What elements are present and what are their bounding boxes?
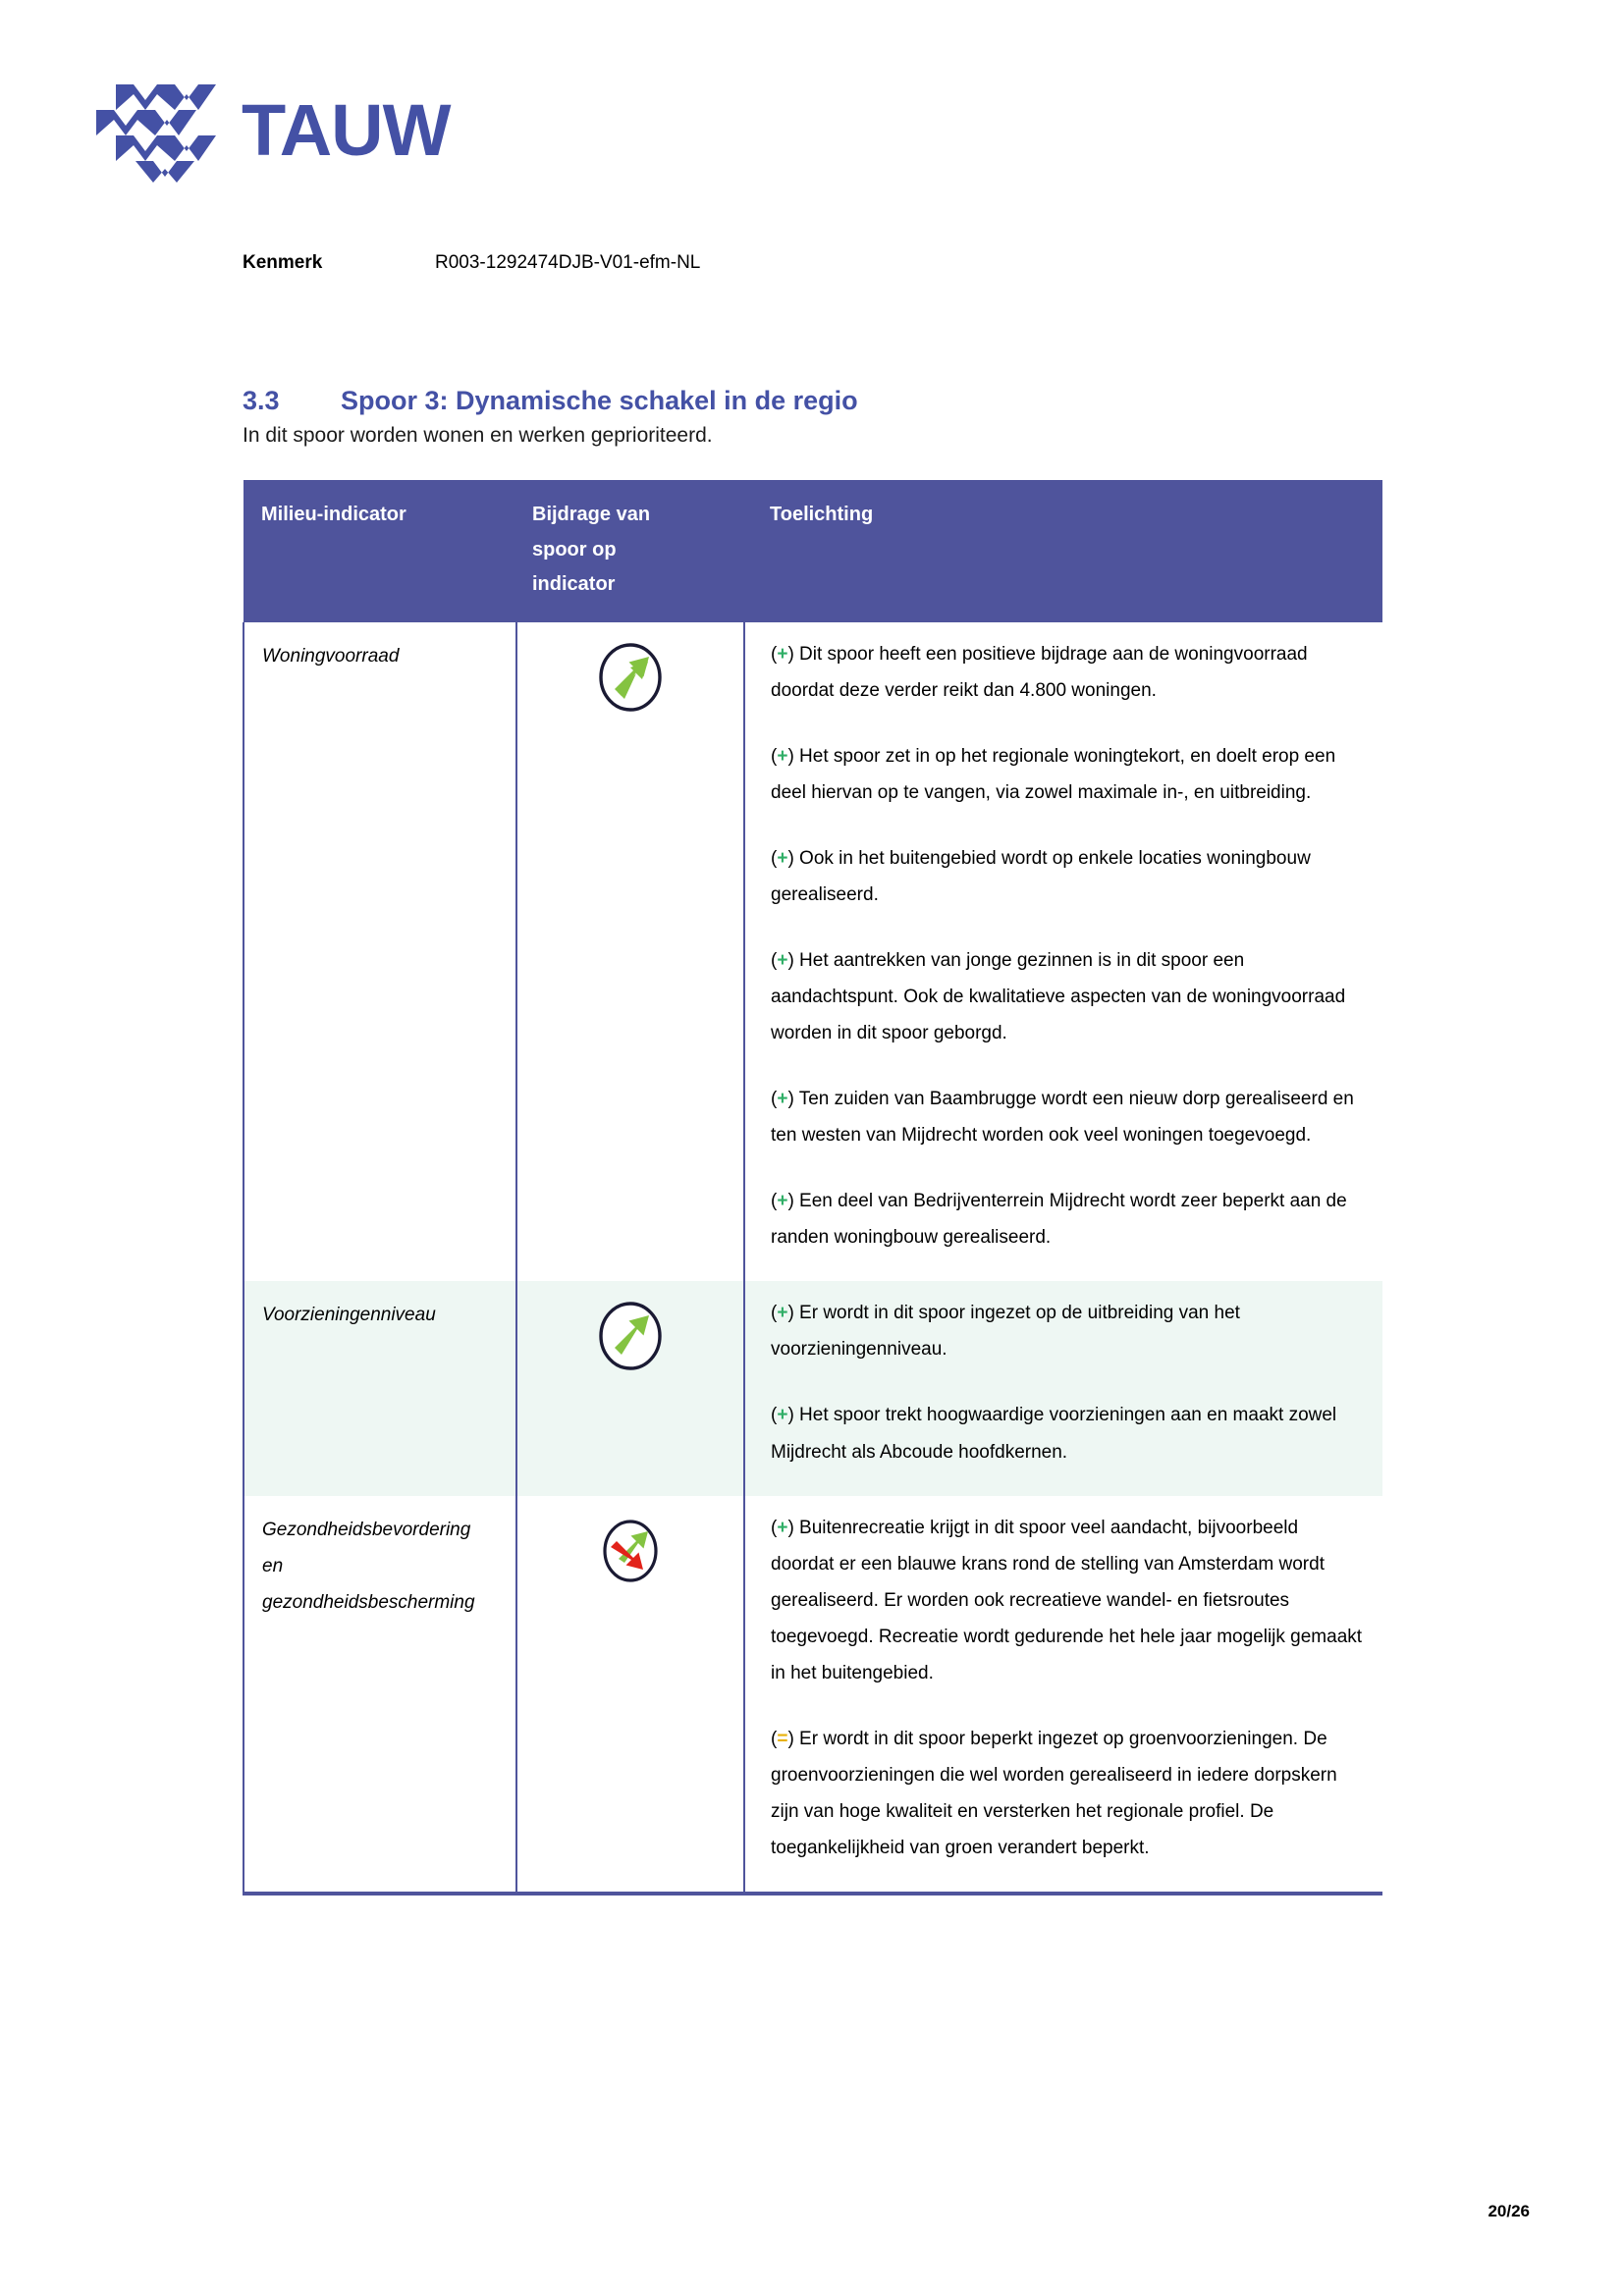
indicator-label: Woningvoorraad	[262, 645, 400, 667]
table-header	[244, 480, 1382, 622]
paragraph-text: Buitenrecreatie krijgt in dit spoor veel aandacht, bijvoorbeeld doordat er een blauwe krans rond de stelling van Amsterdam wordt gerealiseerd. Er worden ook recreatieve wandel- en fietsroutes toegevoegd. Recreatie wordt gedurende het hele jaar mogelijk gemaakt in het buitengebied.	[771, 1517, 1363, 1683]
explanation-paragraph	[771, 1721, 1365, 1866]
column-header-toelichting	[744, 480, 1382, 622]
table-row	[244, 1496, 1382, 1894]
explanation-paragraph	[771, 636, 1365, 709]
marker-neutral: (=)	[771, 1728, 794, 1749]
section-title: Spoor 3: Dynamische schakel in de regio	[341, 386, 858, 415]
indicator-label: gezondheidsbescherming	[262, 1591, 475, 1613]
explanation-paragraph	[771, 942, 1365, 1051]
paragraph-text: Ook in het buitengebied wordt op enkele locaties woningbouw gerealiseerd.	[771, 847, 1311, 906]
row-explanation-cell	[744, 1281, 1382, 1495]
row-indicator-cell	[244, 1496, 516, 1894]
table-header-row	[244, 480, 1382, 622]
column-header-milieu-indicator	[244, 480, 516, 622]
paragraph-text: Dit spoor heeft een positieve bijdrage aan de woningvoorraad doordat deze verder reikt dan 4.800 woningen.	[771, 643, 1308, 701]
table-row	[244, 622, 1382, 1282]
green-up-arrow-circle-icon	[593, 640, 668, 715]
page-number: 20/26	[1488, 2202, 1530, 2220]
explanation-paragraph	[771, 738, 1365, 811]
indicator-label: Gezondheidsbevordering	[262, 1519, 471, 1540]
section-number: 3.3	[243, 386, 280, 415]
kenmerk-label: Kenmerk	[243, 252, 323, 273]
tauw-logo	[94, 77, 450, 183]
column-header-line: Bijdrage van	[532, 504, 651, 525]
marker-positive: (+)	[771, 1517, 794, 1538]
row-indicator-cell	[244, 622, 516, 1282]
milieu-indicator-table	[243, 480, 1382, 1896]
marker-positive: (+)	[771, 745, 794, 767]
tauw-logo-mark	[94, 77, 216, 183]
marker-positive: (+)	[771, 950, 794, 972]
column-header-line: Toelichting	[770, 504, 874, 525]
table-row	[244, 1281, 1382, 1495]
marker-positive: (+)	[771, 847, 794, 869]
kenmerk-value: R003-1292474DJB-V01-efm-NL	[435, 252, 701, 273]
explanation-paragraph	[771, 1295, 1365, 1367]
paragraph-text: Er wordt in dit spoor beperkt ingezet op groenvoorzieningen. De groenvoorzieningen die wel worden gerealiseerd in iedere dorpskern zijn van hoge kwaliteit en versterken het regionale profiel. De toegankelijkheid van groen verandert beperkt.	[771, 1728, 1337, 1858]
row-explanation-cell	[744, 622, 1382, 1282]
section-intro: In dit spoor worden wonen en werken geprioriteerd.	[243, 424, 713, 447]
table-body	[244, 622, 1382, 1894]
paragraph-text: Een deel van Bedrijventerrein Mijdrecht wordt zeer beperkt aan de randen woningbouw gerealiseerd.	[771, 1191, 1347, 1249]
explanation-paragraph	[771, 1081, 1365, 1153]
section-heading	[243, 386, 858, 416]
column-header-bijdrage	[516, 480, 744, 622]
explanation-paragraph	[771, 1510, 1365, 1691]
paragraph-text: Ten zuiden van Baambrugge wordt een nieuw dorp gerealiseerd en ten westen van Mijdrecht worden ook veel woningen toegevoegd.	[771, 1089, 1354, 1147]
paragraph-text: Er wordt in dit spoor ingezet op de uitbreiding van het voorzieningenniveau.	[771, 1303, 1240, 1361]
paragraph-text: Het spoor zet in op het regionale woningtekort, en doelt erop een deel hiervan op te vangen, via zowel maximale in-, en uitbreiding.	[771, 745, 1336, 803]
marker-positive: (+)	[771, 1405, 794, 1426]
row-contribution-cell	[516, 1496, 744, 1894]
paragraph-text: Het aantrekken van jonge gezinnen is in dit spoor een aandachtspunt. Ook de kwalitatieve aspecten van de woningvoorraad worden in dit spoor geborgd.	[771, 950, 1346, 1044]
explanation-paragraph	[771, 840, 1365, 913]
red-down-green-up-arrow-circle-icon	[593, 1514, 668, 1588]
marker-positive: (+)	[771, 1303, 794, 1324]
indicator-label: Voorzieningenniveau	[262, 1305, 436, 1326]
paragraph-text: Het spoor trekt hoogwaardige voorzieningen aan en maakt zowel Mijdrecht als Abcoude hoofdkernen.	[771, 1405, 1337, 1463]
marker-positive: (+)	[771, 643, 794, 665]
explanation-paragraph	[771, 1183, 1365, 1255]
row-contribution-cell	[516, 622, 744, 1282]
explanation-paragraph	[771, 1397, 1365, 1469]
marker-positive: (+)	[771, 1191, 794, 1212]
row-explanation-cell	[744, 1496, 1382, 1894]
column-header-line: indicator	[532, 573, 616, 596]
tauw-wordmark: TAUW	[242, 89, 451, 171]
marker-positive: (+)	[771, 1089, 794, 1110]
kenmerk-row	[243, 252, 700, 274]
row-indicator-cell	[244, 1281, 516, 1495]
indicator-label: en	[262, 1555, 284, 1576]
column-header-line: Milieu-indicator	[261, 504, 406, 525]
column-header-line: spoor op	[532, 538, 617, 561]
row-contribution-cell	[516, 1281, 744, 1495]
green-up-arrow-circle-icon	[593, 1299, 668, 1373]
